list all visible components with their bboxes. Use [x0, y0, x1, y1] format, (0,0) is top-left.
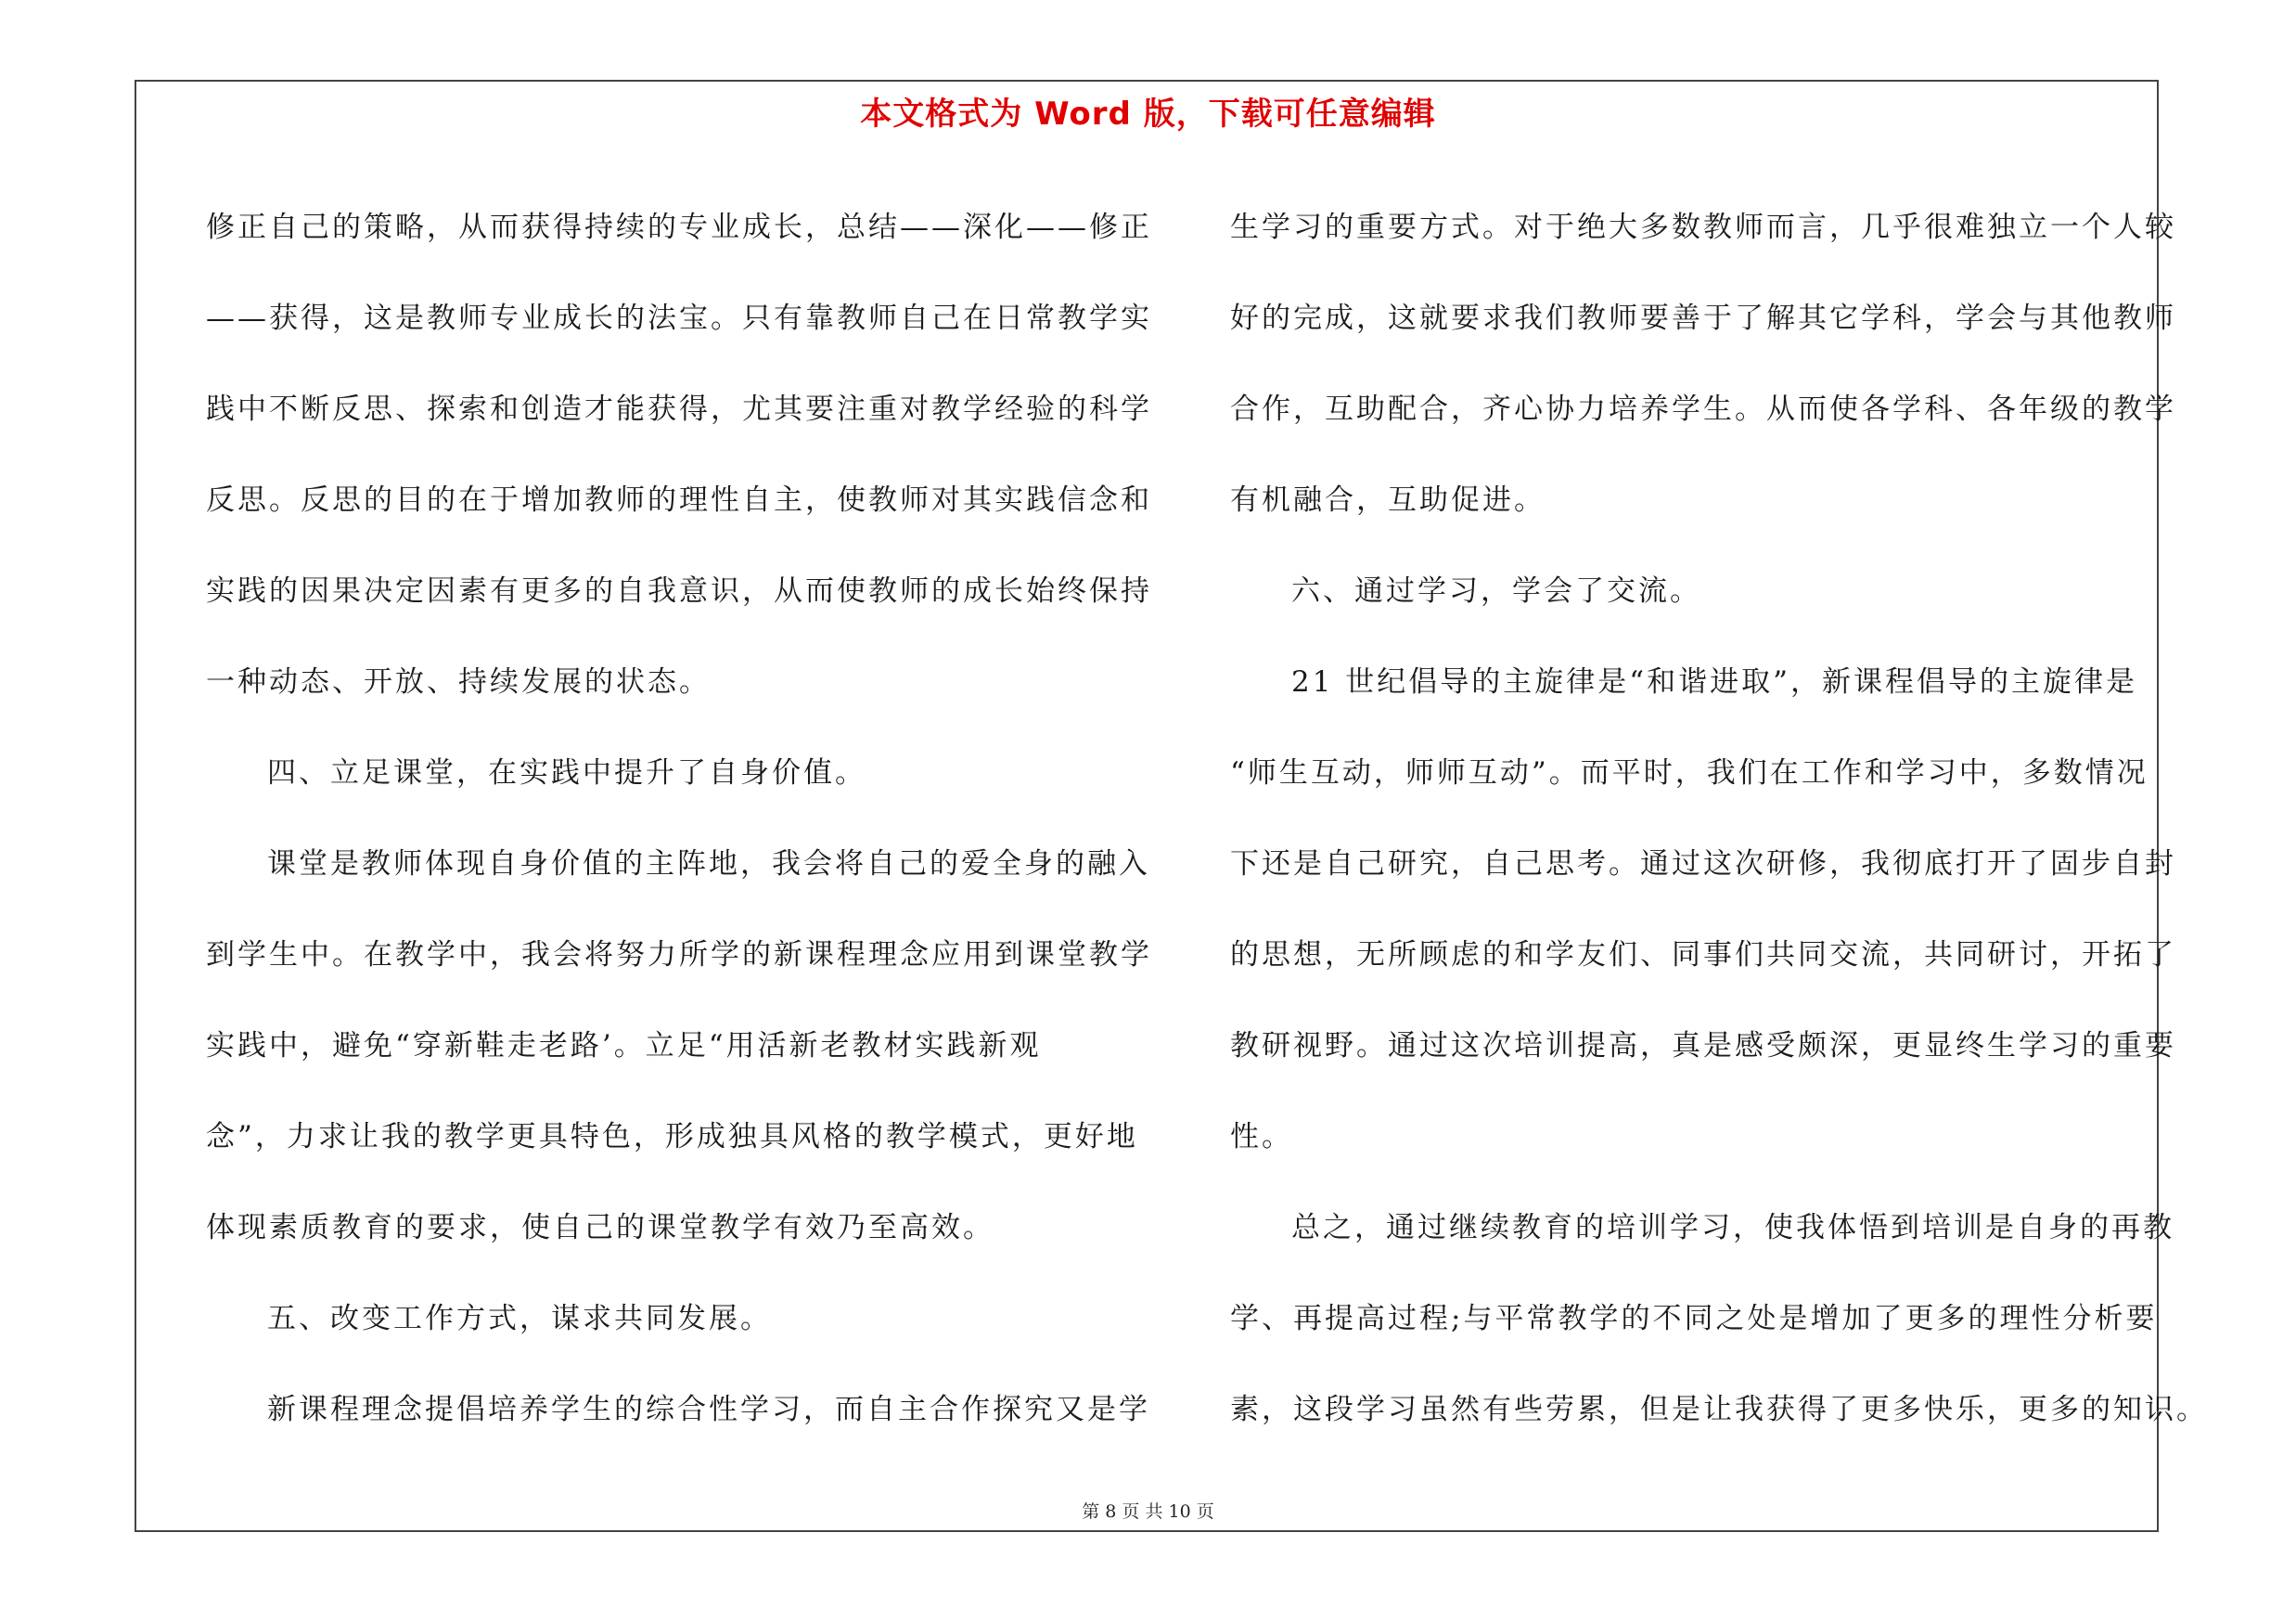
- paragraph-line: 有机融合，互助促进。: [1230, 483, 1546, 517]
- paragraph-line: 好的完成，这就要求我们教师要善于了解其它学科，学会与其他教师: [1230, 302, 2176, 335]
- right-text-column: [1230, 182, 2208, 1455]
- format-banner: 本文格式为 Word 版，下载可任意编辑: [860, 96, 1436, 133]
- paragraph-line: 课堂是教师体现自身价值的主阵地，我会将自己的爱全身的融入: [267, 847, 1150, 881]
- paragraph-line: 实践的因果决定因素有更多的自我意识，从而使教师的成长始终保持: [206, 574, 1152, 608]
- paragraph-line: 总之，通过继续教育的培训学习，使我体悟到培训是自身的再教: [1291, 1211, 2174, 1244]
- section-heading: 四、立足课堂，在实践中提升了自身价值。: [267, 756, 866, 790]
- paragraph-line: 体现素质教育的要求，使自己的课堂教学有效乃至高效。: [206, 1211, 994, 1244]
- paragraph-line: 教研视野。通过这次培训提高，真是感受颇深，更显终生学习的重要: [1230, 1029, 2176, 1063]
- paragraph-line: 的思想，无所顾虑的和学友们、同事们共同交流，共同研讨，开拓了: [1230, 938, 2176, 972]
- paragraph-line: 一种动态、开放、持续发展的状态。: [206, 665, 711, 699]
- paragraph-line: 到学生中。在教学中，我会将努力所学的新课程理念应用到课堂教学: [206, 938, 1152, 972]
- paragraph-line: 修正自己的策略，从而获得持续的专业成长，总结——深化——修正: [206, 211, 1152, 244]
- paragraph-line: 合作，互助配合，齐心协力培养学生。从而使各学科、各年级的教学: [1230, 393, 2176, 426]
- paragraph-line: 素，这段学习虽然有些劳累，但是让我获得了更多快乐，更多的知识。: [1230, 1393, 2208, 1426]
- paragraph-line: 反思。反思的目的在于增加教师的理性自主，使教师对其实践信念和: [206, 483, 1152, 517]
- paragraph-line: “师生互动，师师互动”。而平时，我们在工作和学习中，多数情况: [1230, 756, 2148, 790]
- section-heading: 五、改变工作方式，谋求共同发展。: [267, 1302, 772, 1335]
- paragraph-line: 性。: [1230, 1120, 1293, 1153]
- paragraph-line: 生学习的重要方式。对于绝大多数教师而言，几乎很难独立一个人较: [1230, 211, 2176, 244]
- paragraph-line: 学、再提高过程;与平常教学的不同之处是增加了更多的理性分析要: [1230, 1302, 2158, 1335]
- left-text-column: [206, 182, 1152, 1455]
- paragraph-line: 21 世纪倡导的主旋律是“和谐进取”，新课程倡导的主旋律是: [1291, 665, 2137, 699]
- paragraph-line: 念”，力求让我的教学更具特色，形成独具风格的教学模式，更好地: [206, 1120, 1138, 1153]
- paragraph-line: 践中不断反思、探索和创造才能获得，尤其要注重对教学经验的科学: [206, 393, 1152, 426]
- paragraph-line: 新课程理念提倡培养学生的综合性学习，而自主合作探究又是学: [267, 1393, 1150, 1426]
- page-number-footer: 第 8 页 共 10 页: [1082, 1501, 1214, 1522]
- paragraph-line: ——获得，这是教师专业成长的法宝。只有靠教师自己在日常教学实: [206, 302, 1152, 335]
- paragraph-line: 下还是自己研究，自己思考。通过这次研修，我彻底打开了固步自封: [1230, 847, 2176, 881]
- paragraph-line: 实践中，避免“穿新鞋走老路’。立足“用活新老教材实践新观: [206, 1029, 1042, 1063]
- section-heading: 六、通过学习，学会了交流。: [1291, 574, 1701, 608]
